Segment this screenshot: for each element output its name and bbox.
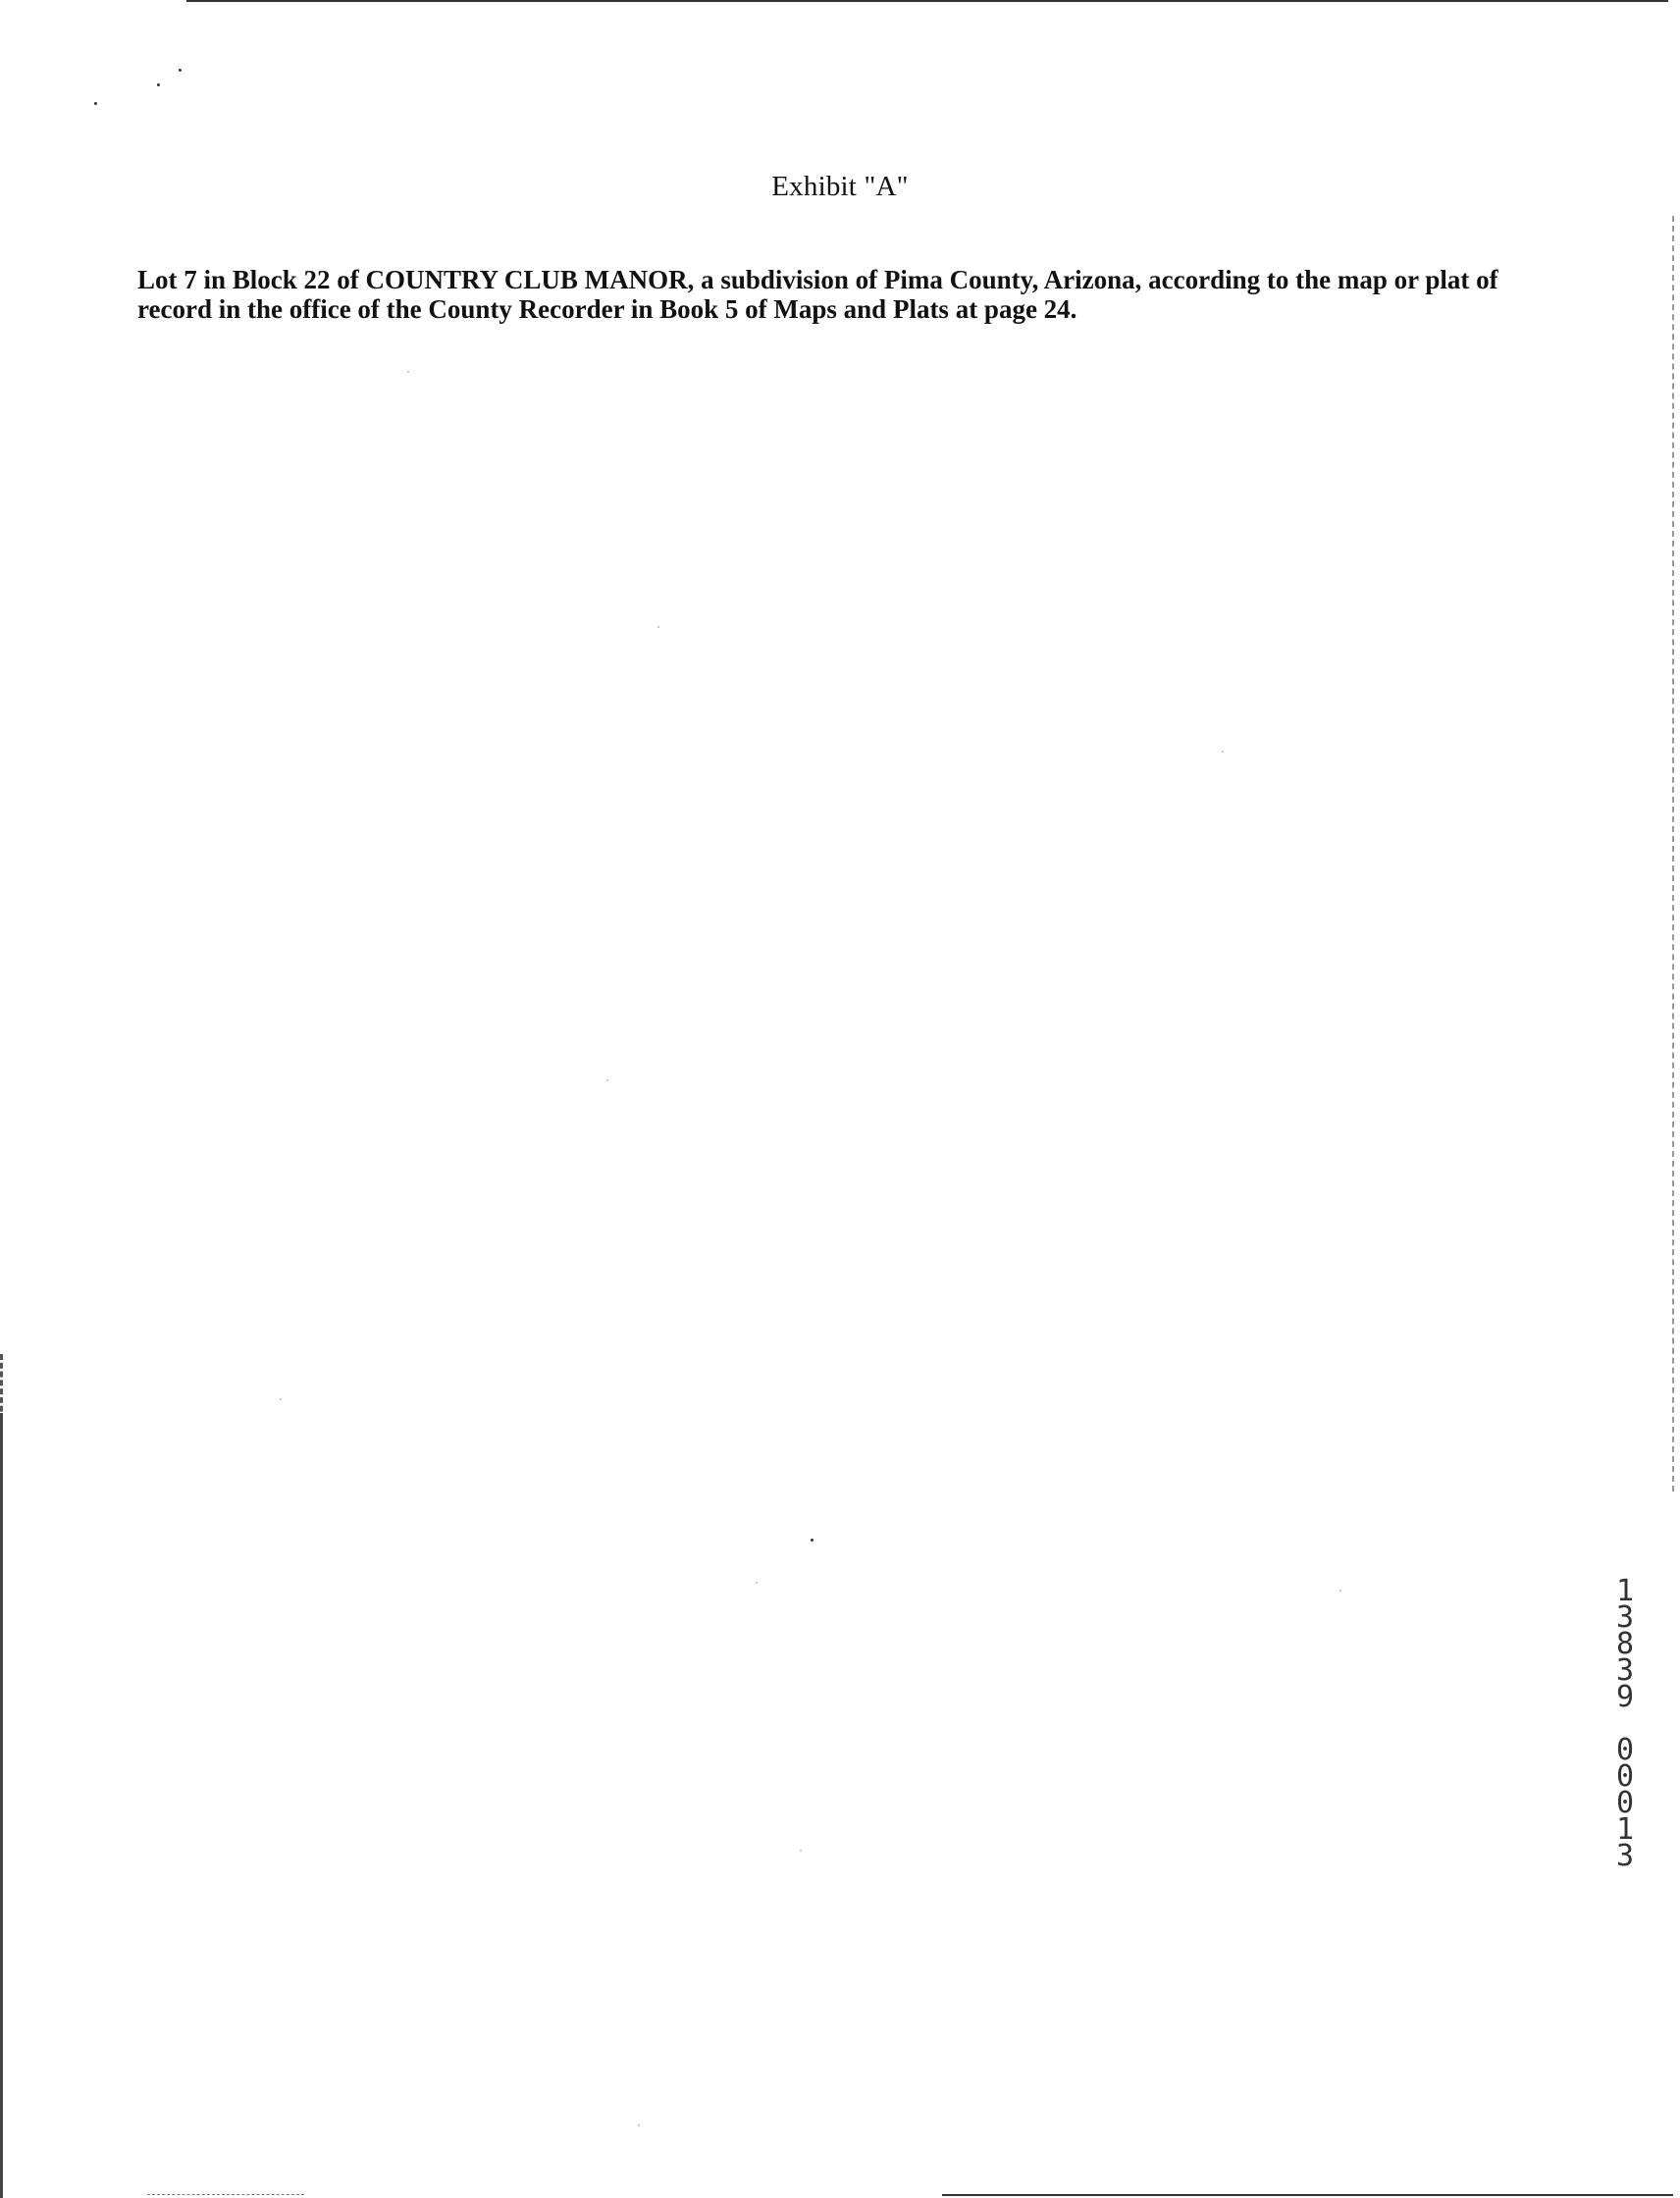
- scan-edge-left: [0, 1413, 3, 2198]
- exhibit-title: Exhibit "A": [771, 171, 909, 202]
- recording-number: 1 3 8 3 9 0 0 0 1 3: [1615, 1574, 1635, 1873]
- scan-speck: [1222, 751, 1224, 753]
- scan-speck: [407, 371, 409, 373]
- scan-edge-right: [1672, 216, 1674, 1492]
- scan-speck: [657, 626, 659, 628]
- scan-speck: [1339, 1590, 1341, 1592]
- legal-description: Lot 7 in Block 22 of COUNTRY CLUB MANOR, a subdivision of Pima County, Arizona, according to the map or plat of record in the office of the County Recorder in Book 5 of Maps and Plats at page 24.: [137, 265, 1498, 324]
- scan-speck: [157, 83, 160, 86]
- scan-edge-bottom: [942, 2194, 1673, 2196]
- scan-edge-top: [186, 0, 1668, 2]
- scan-speck: [606, 1079, 608, 1081]
- scan-speck: [94, 102, 97, 105]
- scan-speck: [280, 1398, 282, 1400]
- scan-edge-bottom-left: [147, 2194, 304, 2195]
- scan-speck: [811, 1539, 814, 1542]
- scan-speck: [179, 69, 182, 72]
- scan-speck: [638, 2124, 640, 2126]
- scan-speck: [756, 1582, 758, 1584]
- scan-speck: [800, 1850, 802, 1852]
